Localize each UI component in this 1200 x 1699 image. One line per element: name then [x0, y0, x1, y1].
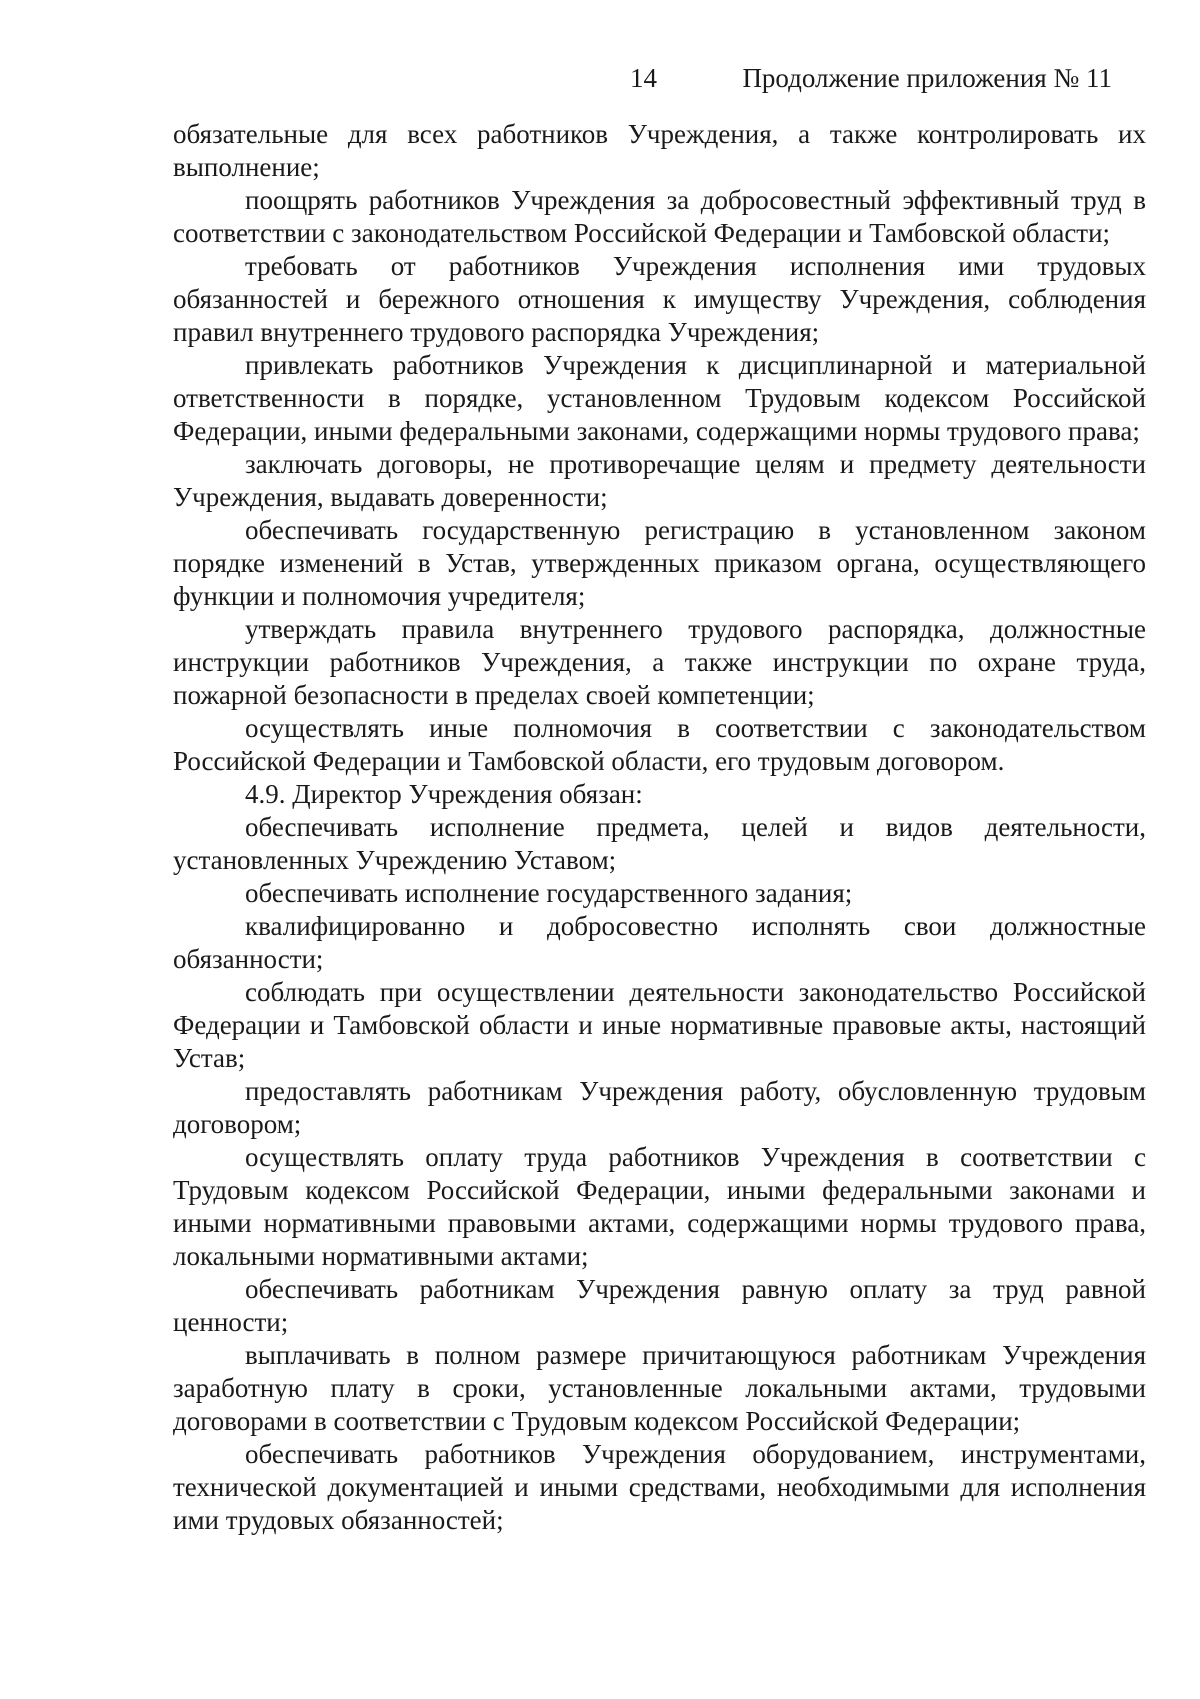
paragraph: заключать договоры, не противоречащие целям и предмету деятельности Учреждения, выдавать доверенности; [173, 449, 1146, 512]
paragraph: требовать от работников Учреждения исполнения ими трудовых обязанностей и бережного отношения к имуществу Учреждения, соблюдения правил внутреннего трудового распорядка Учреждения; [173, 251, 1146, 347]
section-heading-4-9: 4.9. Директор Учреждения обязан: [245, 779, 643, 809]
document-body [173, 118, 1146, 1537]
paragraph: обеспечивать работников Учреждения оборудованием, инструментами, технической документацией и иными средствами, необходимыми для исполнения ими трудовых обязанностей; [173, 1439, 1146, 1535]
paragraph: выплачивать в полном размере причитающуюся работникам Учреждения заработную плату в сроки, установленные локальными актами, трудовыми договорами в соответствии с Трудовым кодексом Российской Федерации; [173, 1340, 1146, 1436]
page-number: 14 [630, 63, 657, 93]
paragraph: поощрять работников Учреждения за добросовестный эффективный труд в соответствии с законодательством Российской Федерации и Тамбовской области; [173, 185, 1146, 248]
paragraph: обеспечивать исполнение предмета, целей и видов деятельности, установленных Учреждению Уставом; [173, 812, 1146, 875]
paragraph: утверждать правила внутреннего трудового распорядка, должностные инструкции работников Учреждения, а также инструкции по охране труда, пожарной безопасности в пределах своей компетенции; [173, 614, 1146, 710]
paragraph: предоставлять работникам Учреждения работу, обусловленную трудовым договором; [173, 1076, 1146, 1139]
paragraph: соблюдать при осуществлении деятельности законодательство Российской Федерации и Тамбовской области и иные нормативные правовые акты, настоящий Устав; [173, 977, 1146, 1073]
page-header [0, 58, 1200, 98]
paragraph: осуществлять иные полномочия в соответствии с законодательством Российской Федерации и Тамбовской области, его трудовым договором. [173, 713, 1146, 776]
paragraph: осуществлять оплату труда работников Учреждения в соответствии с Трудовым кодексом Российской Федерации, иными федеральными законами и иными нормативными правовыми актами, содержащими нормы трудового права, локальными нормативными актами; [173, 1142, 1146, 1271]
paragraph: обеспечивать исполнение государственного задания; [245, 878, 853, 908]
paragraph: обязательные для всех работников Учреждения, а также контролировать их выполнение; [173, 119, 1146, 182]
paragraph: обеспечивать работникам Учреждения равную оплату за труд равной ценности; [173, 1274, 1146, 1337]
paragraph: обеспечивать государственную регистрацию в установленном законом порядке изменений в Устав, утвержденных приказом органа, осуществляющего функции и полномочия учредителя; [173, 515, 1146, 611]
appendix-continuation-label: Продолжение приложения № 11 [742, 63, 1112, 93]
paragraph: привлекать работников Учреждения к дисциплинарной и материальной ответственности в порядке, установленном Трудовым кодексом Российской Федерации, иными федеральными законами, содержащими нормы трудового права; [173, 350, 1146, 446]
paragraph: квалифицированно и добросовестно исполнять свои должностные обязанности; [173, 911, 1146, 974]
